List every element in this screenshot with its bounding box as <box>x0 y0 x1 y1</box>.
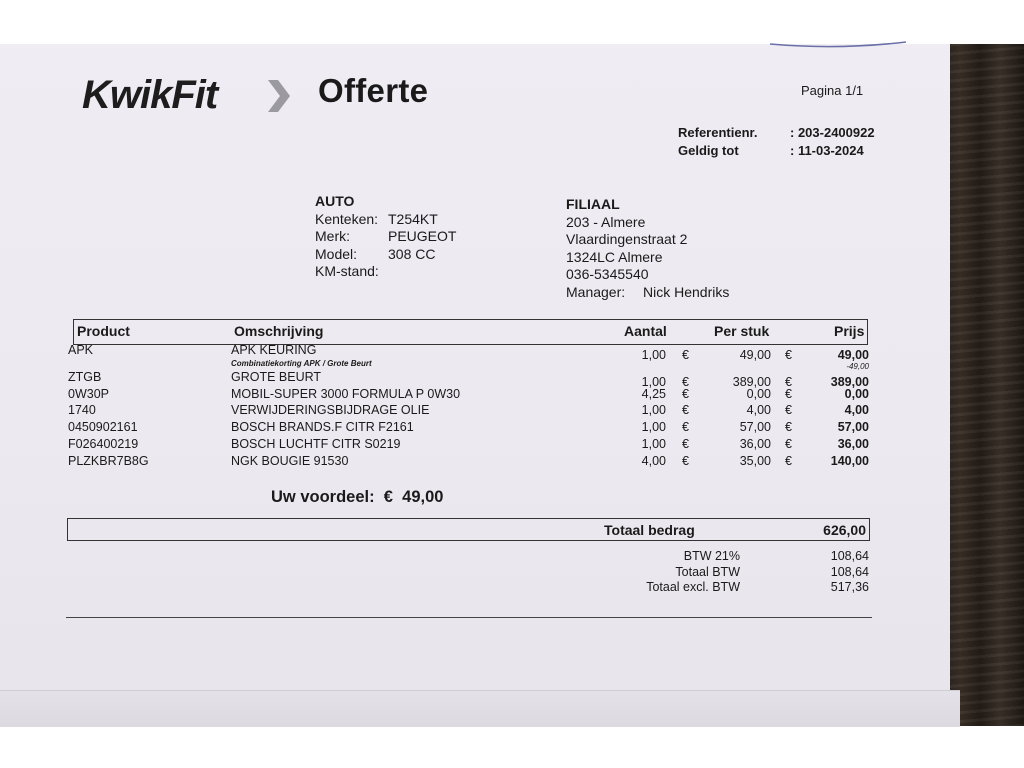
product-code: 0450902161 <box>68 420 138 435</box>
item-unit-price: 389,00 <box>732 374 771 389</box>
item-quantity: 1,00 <box>641 348 666 362</box>
item-description: BOSCH BRANDS.F CITR F2161 <box>231 420 414 435</box>
page-number: Pagina 1/1 <box>801 83 864 98</box>
item-price: 140,00 <box>830 453 869 468</box>
euro-sign: € <box>682 453 689 468</box>
item-price: 0,00 <box>844 386 869 401</box>
table-row <box>68 437 873 454</box>
total-amount-label: Totaal bedrag <box>604 522 695 538</box>
document-title: Offerte <box>318 72 429 109</box>
car-info-block <box>315 193 456 281</box>
reference-number-value: : 203-2400922 <box>790 125 875 140</box>
branch-info-block <box>566 196 729 301</box>
savings-value: 49,00 <box>402 488 444 506</box>
product-code: 1740 <box>68 403 96 418</box>
branch-phone: 036-5345540 <box>566 266 649 282</box>
item-description: GROTE BEURT <box>231 369 322 384</box>
manager-value: Nick Hendriks <box>643 283 730 300</box>
total-amount-box <box>67 518 870 541</box>
branch-city: 1324LC Almere <box>566 248 663 265</box>
vat-summary <box>560 549 872 596</box>
euro-sign: € <box>682 348 689 362</box>
product-code: ZTGB <box>68 369 102 384</box>
item-price: 389,00 <box>830 374 869 389</box>
euro-sign: € <box>682 403 689 418</box>
header-product: Product <box>77 323 130 339</box>
combination-discount-note: Combinatiekorting APK / Grote Beurt <box>231 358 372 368</box>
discount-row <box>68 360 873 370</box>
branch-heading: FILIAAL <box>566 196 620 212</box>
kwikfit-logo <box>82 70 292 118</box>
product-code: APK <box>68 343 94 357</box>
item-description: MOBIL-SUPER 3000 FORMULA P 0W30 <box>231 386 461 401</box>
item-description: BOSCH LUCHTF CITR S0219 <box>231 436 401 451</box>
combination-discount-amount: -49,00 <box>846 361 869 371</box>
item-unit-price: 0,00 <box>746 386 771 401</box>
euro-sign: € <box>682 386 689 401</box>
manager-label: Manager: <box>566 283 626 300</box>
item-description: NGK BOUGIE 91530 <box>231 453 349 468</box>
item-unit-price: 36,00 <box>739 436 771 451</box>
item-quantity: 1,00 <box>641 374 666 389</box>
euro-sign: € <box>785 374 792 389</box>
wooden-table-background <box>944 44 1024 726</box>
license-plate-value: T254KT <box>388 210 438 227</box>
item-quantity: 1,00 <box>641 436 666 451</box>
item-price: 57,00 <box>837 420 869 435</box>
item-quantity: 1,00 <box>641 403 666 418</box>
product-code: 0W30P <box>68 386 109 401</box>
table-row <box>68 420 873 437</box>
euro-sign: € <box>383 488 393 506</box>
car-heading: AUTO <box>315 193 355 209</box>
table-row <box>68 387 873 404</box>
paper-fold <box>0 690 960 727</box>
total-amount-value: 626,00 <box>823 522 866 538</box>
euro-sign: € <box>682 436 689 451</box>
item-unit-price: 49,00 <box>739 348 771 362</box>
savings-line <box>271 488 443 507</box>
table-row <box>68 343 873 360</box>
item-description: VERWIJDERINGSBIJDRAGE OLIE <box>231 403 430 418</box>
table-header <box>73 319 868 345</box>
vat-21-value: 108,64 <box>830 549 869 563</box>
table-row <box>68 370 873 387</box>
item-unit-price: 35,00 <box>739 453 771 468</box>
reference-block <box>678 124 875 160</box>
valid-until-value: : 11-03-2024 <box>790 143 864 158</box>
euro-sign: € <box>785 453 792 468</box>
model-label: Model: <box>315 245 358 262</box>
item-description: APK KEURING <box>231 343 317 357</box>
item-quantity: 4,25 <box>641 386 666 401</box>
total-excl-vat-label: Totaal excl. BTW <box>646 580 740 594</box>
header-quantity: Aantal <box>624 323 667 339</box>
item-unit-price: 4,00 <box>746 403 771 418</box>
table-row <box>68 403 873 420</box>
item-price: 49,00 <box>837 348 869 362</box>
brand-value: PEUGEOT <box>388 228 457 244</box>
model-value: 308 CC <box>388 245 436 262</box>
svg-text:KwikFit: KwikFit <box>82 73 218 117</box>
header-unit-price: Per stuk <box>714 323 770 339</box>
reference-number-label: Referentienr. <box>678 125 758 140</box>
item-price: 36,00 <box>837 436 869 451</box>
euro-sign: € <box>785 386 792 401</box>
line-items <box>68 343 873 471</box>
mileage-label: KM-stand: <box>315 263 379 279</box>
product-code: F026400219 <box>68 436 139 451</box>
total-vat-label: Totaal BTW <box>675 564 740 579</box>
header-description: Omschrijving <box>234 323 324 339</box>
euro-sign: € <box>785 420 792 435</box>
valid-until-label: Geldig tot <box>678 143 739 158</box>
header-price: Prijs <box>834 323 865 339</box>
item-unit-price: 57,00 <box>739 420 771 435</box>
brand-label: Merk: <box>315 228 350 244</box>
total-vat-value: 108,64 <box>830 564 869 579</box>
euro-sign: € <box>682 374 689 389</box>
vat-21-label: BTW 21% <box>683 549 740 563</box>
euro-sign: € <box>785 436 792 451</box>
branch-name: 203 - Almere <box>566 213 646 230</box>
euro-sign: € <box>682 420 689 435</box>
divider-line <box>66 617 872 618</box>
item-quantity: 4,00 <box>641 453 666 468</box>
savings-label: Uw voordeel: <box>271 488 375 506</box>
euro-sign: € <box>785 348 792 362</box>
item-quantity: 1,00 <box>641 420 666 435</box>
license-plate-label: Kenteken: <box>315 210 379 227</box>
item-price: 4,00 <box>844 403 869 418</box>
pen-mark <box>768 38 908 50</box>
euro-sign: € <box>785 403 792 418</box>
table-row <box>68 454 873 471</box>
product-code: PLZKBR7B8G <box>68 453 149 468</box>
total-excl-vat-value: 517,36 <box>830 580 869 594</box>
branch-street: Vlaardingenstraat 2 <box>566 231 688 247</box>
